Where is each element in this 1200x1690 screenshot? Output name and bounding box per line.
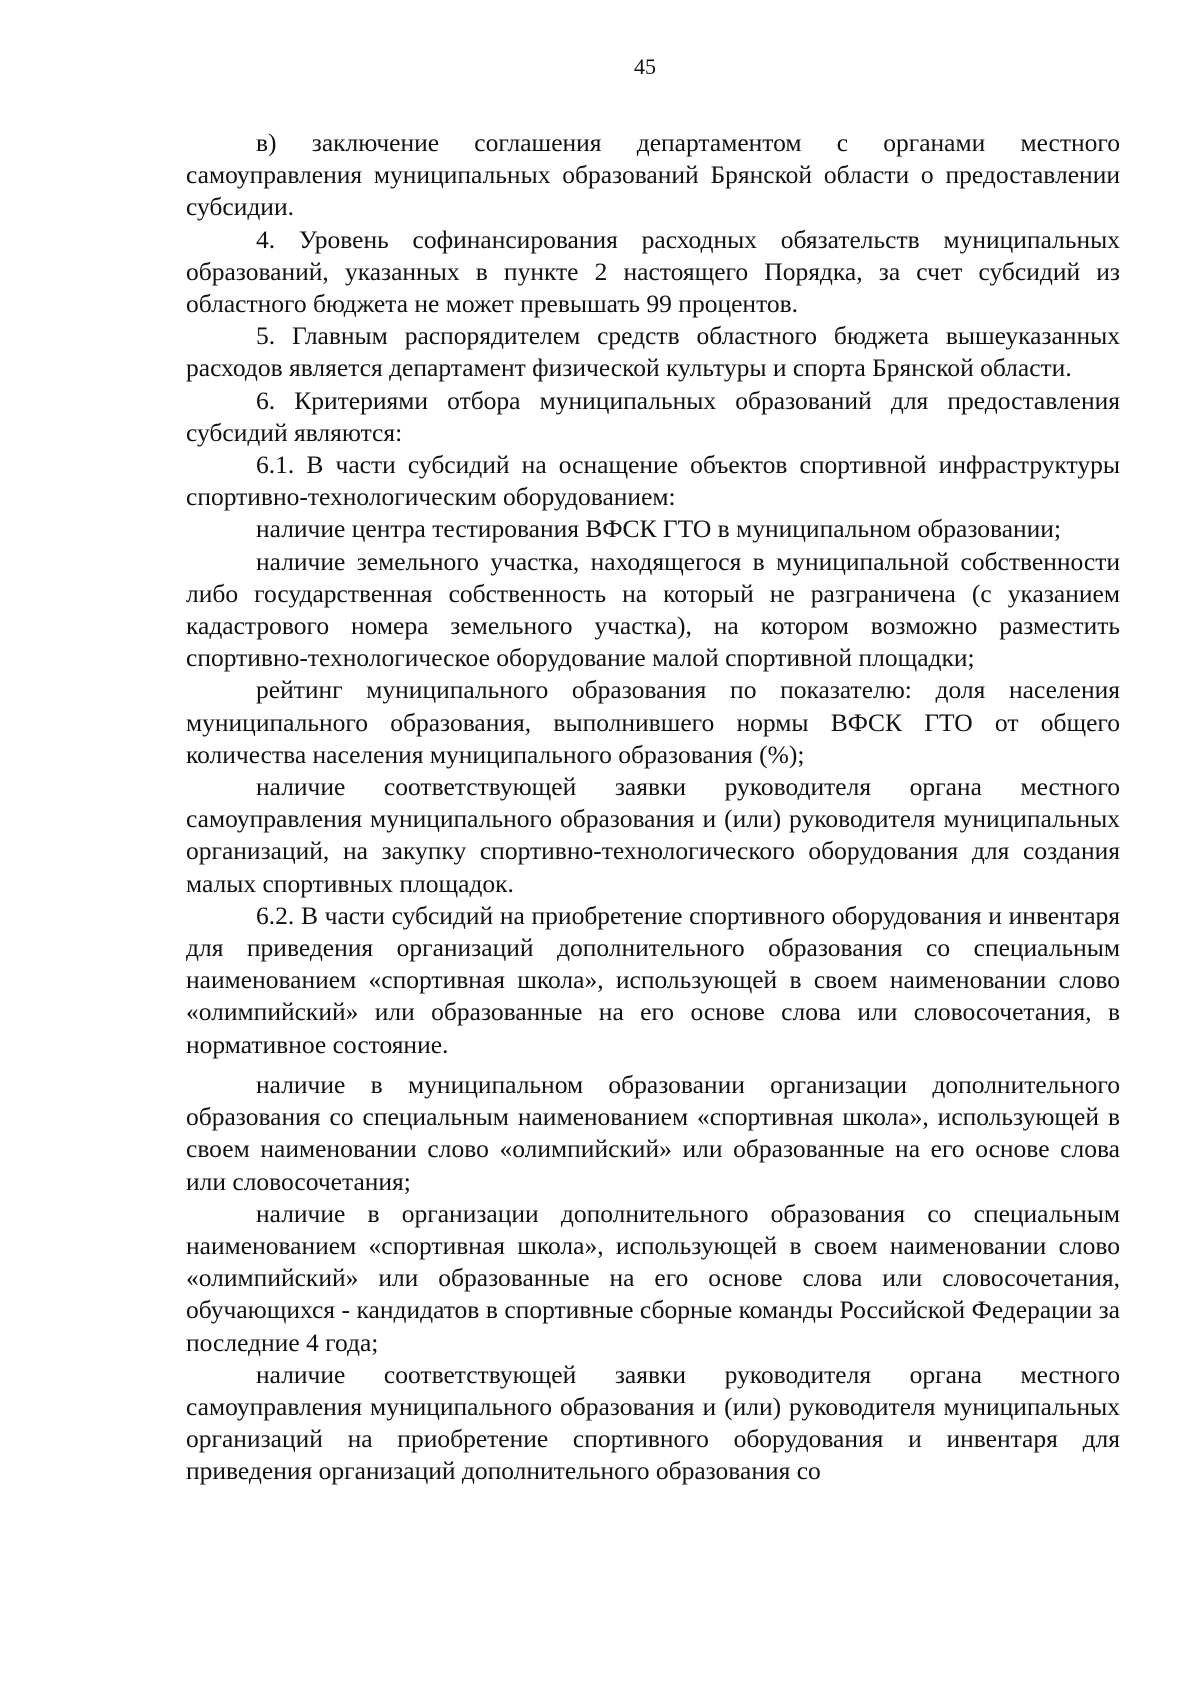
paragraph-subsidy-agreement: в) заключение соглашения департаментом с органами местного самоуправления муниципальных образований Брянской области о предоставлении субсидии. — [186, 128, 1120, 222]
paragraph-cofinancing-level: 4. Уровень софинансирования расходных обязательств муниципальных образований, указанных в пункте 2 настоящего Порядка, за счет субсидий из областного бюджета не может превышать 99 процентов. — [186, 224, 1120, 319]
paragraph-section-6-1: 6.1. В части субсидий на оснащение объектов спортивной инфраструктуры спортивно-технологическим оборудованием: — [186, 450, 1120, 512]
paragraph-selection-criteria: 6. Критериями отбора муниципальных образований для предоставления субсидий являются: — [186, 385, 1120, 447]
paragraph-candidates: наличие в организации дополнительного образования со специальным наименованием «спортивная школа», использующей в своем наименовании слово «олимпийский» или образованные на его основе слова или словосочетания, обучающихся - кандидатов в спортивные сборные команды Российской Федерации за последние 4 года; — [186, 1198, 1120, 1357]
paragraph-rating: рейтинг муниципального образования по показателю: доля населения муниципального образования, выполнившего нормы ВФСК ГТО от общего количества населения муниципального образования (%); — [186, 675, 1120, 769]
paragraph-application-6-1: наличие соответствующей заявки руководителя органа местного самоуправления муниципального образования и (или) руководителя муниципальных организаций, на закупку спортивно-технологического оборудования для создания малых спортивных площадок. — [186, 772, 1120, 898]
paragraph-gto-center: наличие центра тестирования ВФСК ГТО в муниципальном образовании; — [256, 514, 1062, 544]
paragraph-section-6-2: 6.2. В части субсидий на приобретение спортивного оборудования и инвентаря для приведения организаций дополнительного образования со специальным наименованием «спортивная школа», использующей в своем наименовании слово «олимпийский» или образованные на его основе слова или словосочетания, в нормативное состояние. — [186, 900, 1120, 1059]
paragraph-application-6-2: наличие соответствующей заявки руководителя органа местного самоуправления муниципального образования и (или) руководителя муниципальных организаций на приобретение спортивного оборудования и инвентаря для приведения организаций дополнительного образования со — [186, 1359, 1120, 1486]
paragraph-budget-administrator: 5. Главным распорядителем средств областного бюджета вышеуказанных расходов является департамент физической культуры и спорта Брянской области. — [186, 321, 1120, 383]
page-number: 45 — [634, 54, 656, 79]
paragraph-sport-school: наличие в муниципальном образовании организации дополнительного образования со специальным наименованием «спортивная школа», использующей в своем наименовании слово «олимпийский» или образованные на его основе слова или словосочетания; — [186, 1069, 1120, 1196]
paragraph-land-plot: наличие земельного участка, находящегося в муниципальной собственности либо государственная собственность на который не разграничена (с указанием кадастрового номера земельного участка), на котором возможно разместить спортивно-технологическое оборудование малой спортивной площадки; — [186, 546, 1120, 673]
document-body — [186, 127, 1120, 1488]
